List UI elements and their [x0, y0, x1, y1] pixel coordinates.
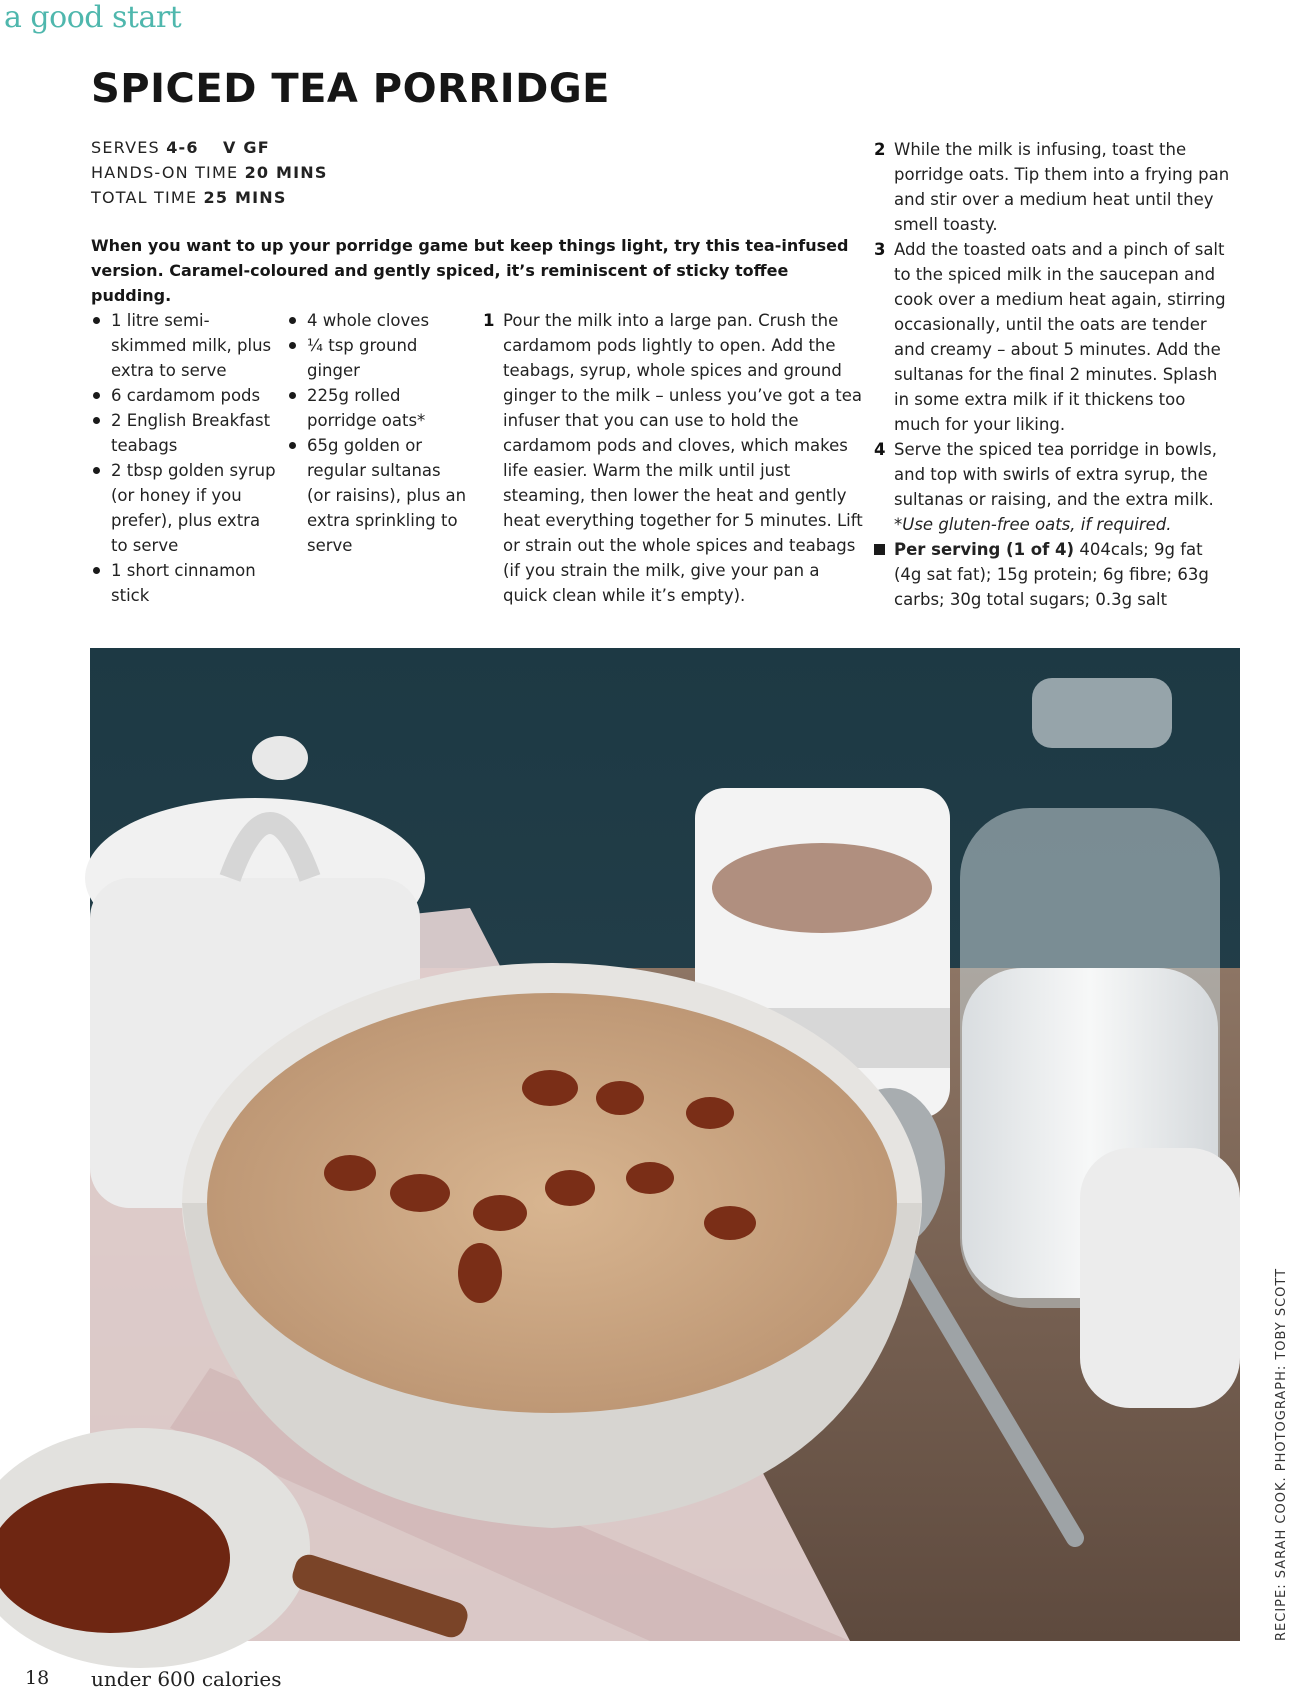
step-text: Serve the spiced tea porridge in bowls, and top with swirls of extra syrup, the sultanas or raising, and the extra milk. [894, 440, 1218, 509]
ingredient-item: 225g rolled porridge oats* [287, 383, 467, 433]
total-time-label: TOTAL TIME [91, 188, 198, 207]
method-list-2 [874, 137, 1234, 612]
step-text: While the milk is infusing, toast the porridge oats. Tip them into a frying pan and stir over a medium heat until they smell toasty. [894, 140, 1230, 234]
recipe-meta [91, 135, 328, 210]
gluten-free-note: *Use gluten-free oats, if required. [894, 515, 1172, 534]
ingredients-list-1 [91, 308, 276, 608]
nutrition-info [874, 537, 1234, 612]
step-text: Pour the milk into a large pan. Crush the cardamom pods lightly to open. Add the teabags, syrup, whole spices and ground ginger to the milk – unless you’ve got a tea infuser that you can use to hold the cardamom pods and cloves, which makes life easier. Warm the milk until just steaming, then lower the heat and gently heat everything together for 5 minutes. Lift or strain out the whole spices and teabags (if you strain the milk, give your pan a quick clean while it’s empty). [503, 311, 863, 605]
ingredient-item: 65g golden or regular sultanas (or raisins), plus an extra sprinkling to serve [287, 433, 467, 558]
ingredients-list-2 [287, 308, 467, 558]
porridge-photo [90, 648, 1240, 1641]
step-text: Add the toasted oats and a pinch of salt to the spiced milk in the saucepan and cook over a medium heat again, stirring occasionally, until the oats are tender and creamy – about 5 minutes. Add the sultanas for the final 2 minutes. Splash in some extra milk if it thickens too much for your liking. [894, 240, 1226, 434]
ingredient-item: 2 English Breakfast teabags [91, 408, 276, 458]
photo-credit: RECIPE: SARAH COOK. PHOTOGRAPH: TOBY SCOTT [1274, 1267, 1289, 1641]
section-footer-label: under 600 calories [91, 1667, 282, 1691]
ingredient-item: ¼ tsp ground ginger [287, 333, 467, 383]
ingredient-item: 1 short cinnamon stick [91, 558, 276, 608]
serves-label: SERVES [91, 138, 160, 157]
step-number: 2 [874, 140, 886, 159]
method-list-1 [483, 308, 863, 608]
serves-value: 4-6 [166, 138, 199, 157]
ingredient-item: 6 cardamom pods [91, 383, 276, 408]
recipe-title: SPICED TEA PORRIDGE [91, 66, 610, 112]
square-bullet-icon [874, 544, 885, 555]
ingredient-item: 4 whole cloves [287, 308, 467, 333]
method-step [874, 137, 1234, 237]
method-step [483, 308, 863, 608]
step-number: 3 [874, 240, 886, 259]
nutrition-text: 404cals; 9g fat (4g sat fat); 15g protein; 6g fibre; 63g carbs; 30g total sugars; 0.3g salt [894, 540, 1209, 609]
section-tag: a good start [4, 0, 182, 35]
recipe-intro: When you want to up your porridge game but keep things light, try this tea-infused version. Caramel-coloured and gently spiced, it’s reminiscent of sticky toffee pudding. [91, 236, 849, 305]
hands-on-row [91, 160, 328, 185]
ingredient-item: 1 litre semi-skimmed milk, plus extra to serve [91, 308, 276, 383]
ingredient-item: 2 tbsp golden syrup (or honey if you prefer), plus extra to serve [91, 458, 276, 558]
step-number: 1 [483, 311, 495, 330]
diet-flags: V GF [223, 138, 270, 157]
total-time-value: 25 MINS [203, 188, 287, 207]
method-step [874, 237, 1234, 437]
page-number: 18 [25, 1667, 50, 1689]
method-step [874, 437, 1234, 537]
total-time-row [91, 185, 328, 210]
step-number: 4 [874, 440, 886, 459]
porridge-photo-illustration [90, 648, 1240, 1641]
hands-on-value: 20 MINS [244, 163, 328, 182]
serves-row [91, 135, 328, 160]
nutrition-label: Per serving (1 of 4) [894, 540, 1075, 559]
hands-on-label: HANDS-ON TIME [91, 163, 239, 182]
